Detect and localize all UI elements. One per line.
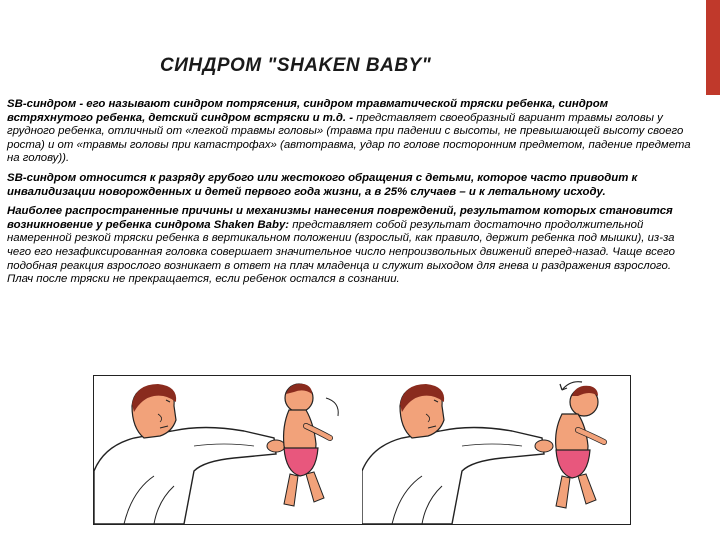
adult-shaking-baby-illustration <box>362 376 630 524</box>
paragraph-causes <box>7 205 697 287</box>
definition-rest: представляет своеобразный вариант травмы головы у грудного ребенка, отличный от «легкой травмы головы» (травма при падении с высоты, не превышающей высоту своего роста) и от «травмы головы при катастрофах» (автотравма, удар по голове посторонним предметом, падение предмета на голову)). <box>7 111 691 165</box>
abuse-text: SB-синдром относится к разряду грубого или жестокого обращения с детьми, которое часто приводит к инвалидизации новорожденных и детей первого года жизни, а в 25% случаев – и к летальному исходу. <box>7 171 638 198</box>
accent-bar <box>706 0 720 95</box>
causes-rest: представляет собой результат достаточно продолжительной намеренной резкой тряски ребенка в вертикальном положении (взрослый, как правило, держит ребенка под мышки), из-за чего его незафиксированная головка совершает значительное число непроизвольных движений вперед-назад. Чаще всего подобная реакция взрослого возникает в ответ на плач младенца и служит выходом для гнева и раздражения взрослого. Плач после тряски не прекращается, если ребенок остался в сознании. <box>7 218 675 286</box>
paragraph-definition <box>7 98 697 166</box>
paragraph-abuse <box>7 172 697 199</box>
motion-arrow-icon <box>326 398 338 416</box>
definition-lead: SB-синдром - его называют синдром потрясения, синдром травматической тряски ребенка, синдром встряхнутого ребенка, детский синдром встряски и т.д. - <box>7 98 609 124</box>
shaking-illustration <box>93 375 631 525</box>
body-text <box>7 98 697 293</box>
causes-lead: Наиболее распространенные причины и механизмы нанесения повреждений, результатом которых становится возникновение у ребенка синдрома Shaken Baby: <box>7 205 673 231</box>
adult-shaking-baby-illustration <box>94 376 362 524</box>
page-title: СИНДРОМ "SHAKEN BABY" <box>160 55 432 76</box>
